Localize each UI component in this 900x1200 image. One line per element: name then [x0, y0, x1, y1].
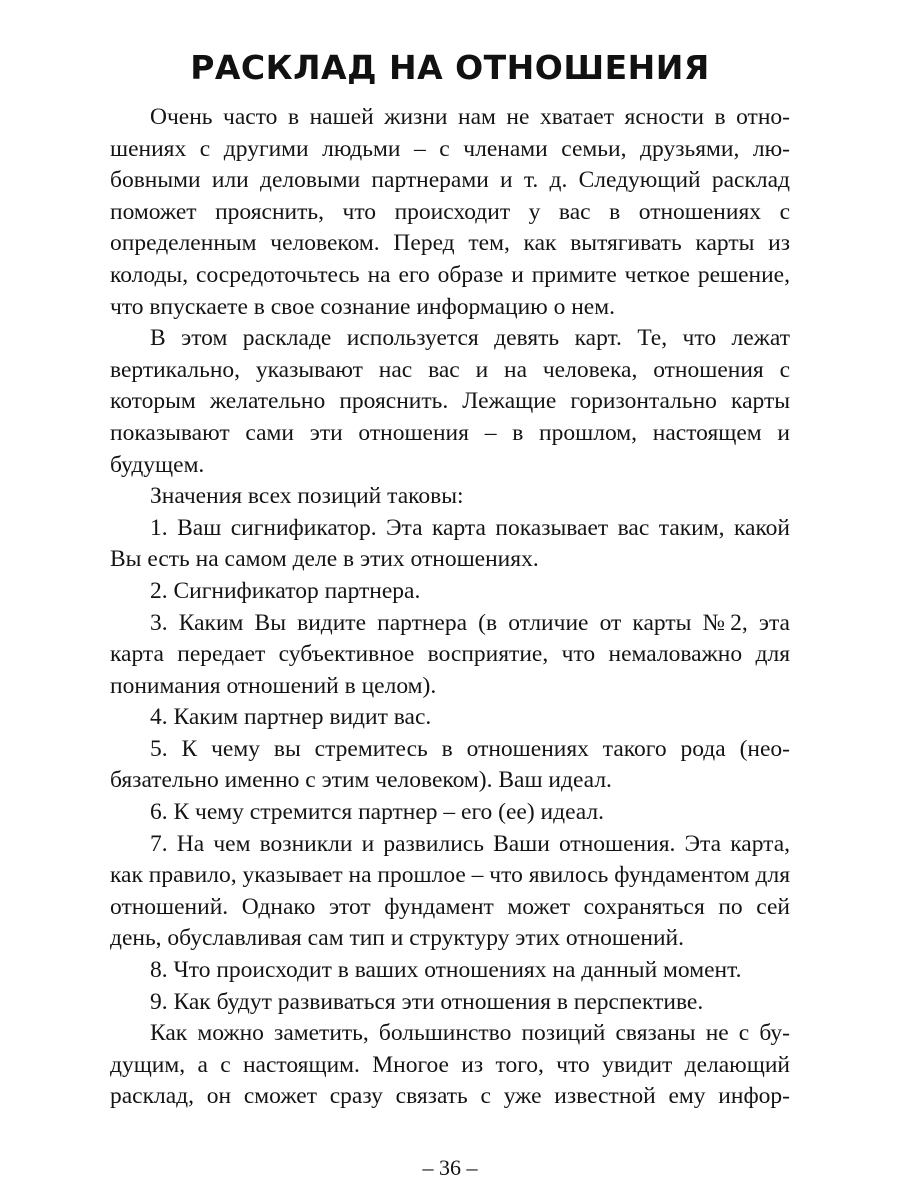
position-item-1: 1. Ваш сигнификатор. Эта карта показывает вас таким, какой Вы есть на самом деле в этих отношениях.	[110, 514, 790, 573]
position-item-7: 7. На чем возникли и развились Ваши отношения. Эта карта, как правило, указывает на прошлое – что явилось фундаментом для отношений. Однако этот фундамент может сохраняться по сей день, обуславливая сам тип и структуру этих отношений.	[110, 830, 790, 952]
position-item-8: 8. Что происходит в ваших отношениях на данный момент.	[150, 957, 742, 984]
position-item-4: 4. Каким партнер видит вас.	[150, 704, 432, 731]
paragraph-nine-cards: В этом раскладе используется девять карт. Те, что лежат вертикально, указывают нас вас и на человека, отношения с которым желательно прояснить. Лежащие горизонтально карты показывают сами эти отношения – в прошлом, настоящем и будущем.	[110, 325, 790, 478]
page-title: РАСКЛАД НА ОТНОШЕНИЯ	[190, 48, 710, 87]
page-number: – 36 –	[422, 1155, 478, 1180]
paragraph-conclusion: Как можно заметить, большинство позиций связаны не с будущим, а с настоящим. Многое из того, что увидит делающий расклад, он сможет сразу связать с уже известной ему инфор-	[110, 1020, 790, 1110]
position-item-6: 6. К чему стремится партнер – его (ее) идеал.	[150, 799, 605, 826]
position-item-3: 3. Каким Вы видите партнера (в отличие от карты №2, эта карта передает субъективное восприятие, что немаловажно для понимания отношений в целом).	[110, 609, 790, 699]
position-item-9: 9. Как будут развиваться эти отношения в перспективе.	[150, 988, 704, 1015]
paragraph-positions-heading: Значения всех позиций таковы:	[150, 483, 464, 510]
book-page	[110, 46, 790, 1113]
paragraph-intro: Очень часто в нашей жизни нам не хватает ясности в отношениях с другими людьми – с членами семьи, друзьями, любовными или деловыми партнерами и т. д. Следующий расклад поможет прояснить, что происходит у вас в отношениях с определенным человеком. Перед тем, как вытягивать карты из колоды, сосредоточьтесь на его образе и примите четкое решение, что впускаете в свое сознание информацию о нем.	[110, 104, 790, 320]
position-item-5: 5. К чему вы стремитесь в отношениях такого рода (необязательно именно с этим человеком). Ваш идеал.	[110, 735, 790, 794]
position-item-2: 2. Сигнификатор партнера.	[150, 577, 421, 604]
